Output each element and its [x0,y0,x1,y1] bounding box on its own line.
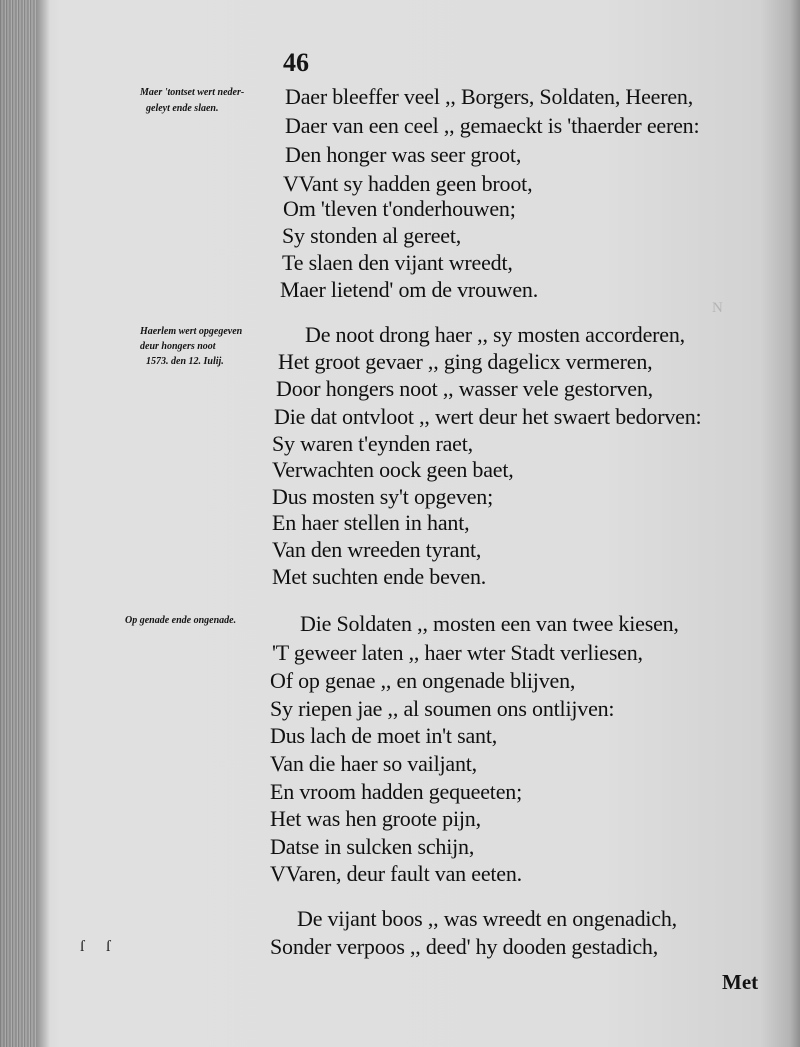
verse-line: Die Soldaten ,, mosten een van twee kiesen, [300,611,679,636]
verse-line: Of op genae ,, en ongenade blijven, [270,668,576,693]
verse-line: Daer bleeffer veel ,, Borgers, Soldaten, Heeren, [285,84,694,109]
margin-note: Maer 'tontset wert neder- [140,87,245,98]
verse-line: Van den wreeden tyrant, [272,537,482,562]
catchword: Met [722,970,759,994]
verse-line: Sy waren t'eynden raet, [272,431,473,456]
verse-line: Te slaen den vijant wreedt, [282,250,513,275]
margin-mark: ſ [106,938,111,955]
page-number: 46 [283,48,309,77]
margin-mark: ſ [80,938,85,955]
margin-note: Op genade ende ongenade. [125,615,237,626]
verse-line: Dus mosten sy't opgeven; [272,484,493,509]
verse-line: Sy riepen jae ,, al soumen ons ontlijven: [270,696,615,721]
verse-line: De noot drong haer ,, sy mosten accorderen, [305,322,685,347]
verse-line: Maer lietend' om de vrouwen. [280,277,539,302]
margin-note: geleyt ende slaen. [146,103,219,114]
verse-line: Daer van een ceel ,, gemaeckt is 'thaerder eeren: [285,113,700,138]
verse-line: VVant sy hadden geen broot, [283,171,533,196]
verse-line: Met suchten ende beven. [272,564,487,589]
verse-line: Om 'tleven t'onderhouwen; [283,196,516,221]
book-spine [0,0,36,1047]
verse-line: Verwachten oock geen baet, [272,457,514,482]
verse-line: De vijant boos ,, was wreedt en ongenadich, [297,906,677,931]
margin-note: Haerlem wert opgegeven [140,326,243,337]
verse-line: En haer stellen in hant, [272,510,470,535]
verse-line: Die dat ontvloot ,, wert deur het swaert bedorven: [274,404,702,429]
verse-line: Dus lach de moet in't sant, [270,723,498,748]
verse-line: En vroom hadden gequeeten; [270,779,522,804]
verse-line: Het groot gevaer ,, ging dagelicx vermeren, [278,349,653,374]
verse-line: Van die haer so vailjant, [270,751,477,776]
margin-note: deur hongers noot [140,341,216,352]
verse-line: VVaren, deur fault van eeten. [270,861,522,886]
verse-line: Datse in sulcken schijn, [270,834,475,859]
show-through-text: N [712,300,723,316]
verse-line: Het was hen groote pijn, [270,806,481,831]
verse-line: Sonder verpoos ,, deed' hy dooden gestadich, [270,934,659,959]
verse-line: 'T geweer laten ,, haer wter Stadt verliesen, [272,640,643,665]
verse-line: Door hongers noot ,, wasser vele gestorven, [276,376,653,401]
gutter-shadow [36,0,50,1047]
verse-line: Sy stonden al gereet, [282,223,462,248]
margin-note: 1573. den 12. Iulij. [146,356,224,367]
verse-line: Den honger was seer groot, [285,142,522,167]
